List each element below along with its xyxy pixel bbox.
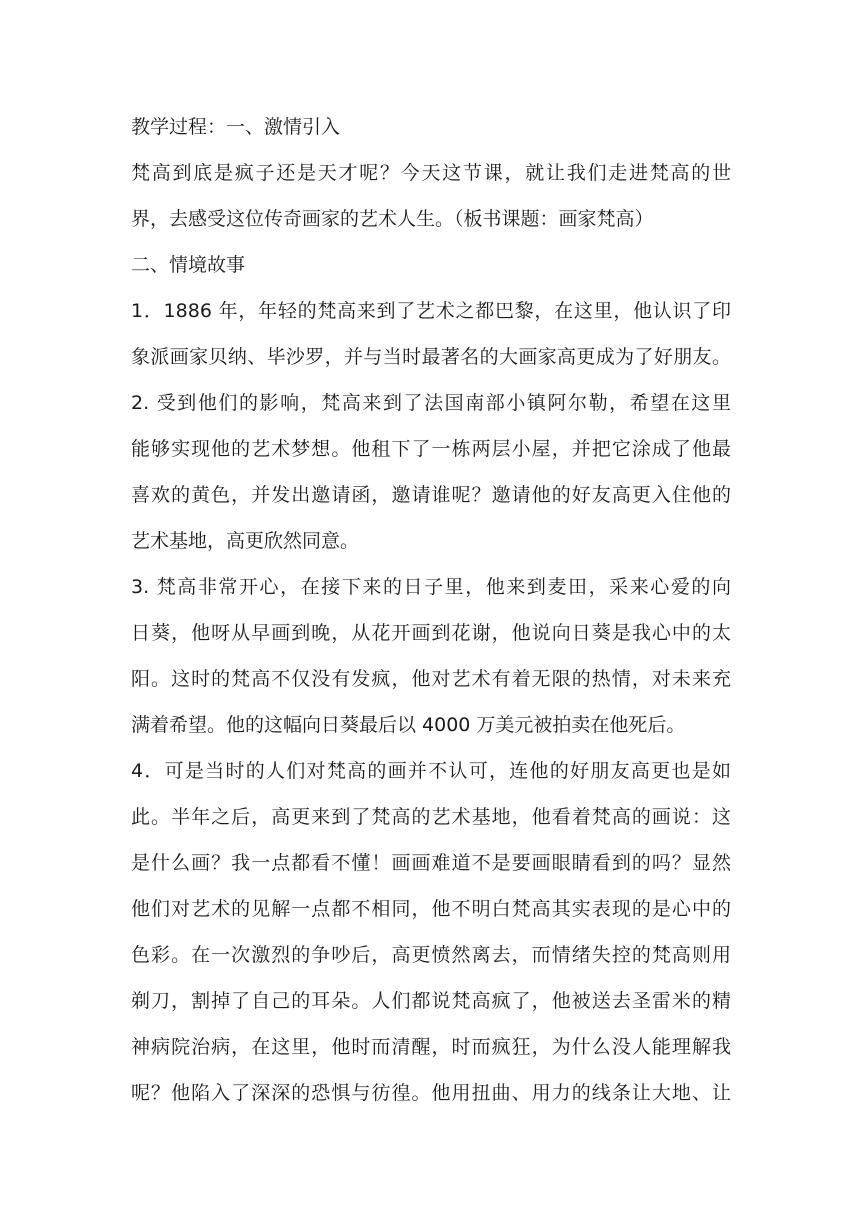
story-paragraph-2-line: 喜欢的黄色，并发出邀请函，邀请谁呢？邀请他的好友高更入住他的 bbox=[131, 484, 731, 506]
story-paragraph-4-line: 色彩。在一次激烈的争吵后，高更愤然离去，而情绪失控的梵高则用 bbox=[131, 944, 731, 966]
story-paragraph-3-line: 阳。这时的梵高不仅没有发疯，他对艺术有着无限的热情，对未来充 bbox=[131, 668, 731, 690]
story-paragraph-4-line: 是什么画？我一点都看不懂！画画难道不是要画眼睛看到的吗？显然 bbox=[131, 852, 731, 874]
story-paragraph-4-line: 剃刀，割掉了自己的耳朵。人们都说梵高疯了，他被送去圣雷米的精 bbox=[131, 990, 731, 1012]
story-paragraph-4-line: 4．可是当时的人们对梵高的画并不认可，连他的好朋友高更也是如 bbox=[131, 760, 731, 782]
story-paragraph-4-line: 此。半年之后，高更来到了梵高的艺术基地，他看着梵高的画说：这 bbox=[131, 806, 731, 828]
story-paragraph-4-line: 神病院治病，在这里，他时而清醒，时而疯狂，为什么没人能理解我 bbox=[131, 1036, 731, 1058]
story-paragraph-2-line: 2. 受到他们的影响，梵高来到了法国南部小镇阿尔勒，希望在这里 bbox=[131, 392, 731, 414]
heading-situational-story: 二、情境故事 bbox=[131, 254, 246, 276]
intro-paragraph-line: 界，去感受这位传奇画家的艺术人生。（板书课题：画家梵高） bbox=[131, 208, 654, 230]
story-paragraph-2-line: 能够实现他的艺术梦想。他租下了一栋两层小屋，并把它涂成了他最 bbox=[131, 438, 731, 460]
story-paragraph-1-line: 1．1886 年，年轻的梵高来到了艺术之都巴黎，在这里，他认识了印 bbox=[131, 300, 731, 322]
story-paragraph-4-line: 呢？他陷入了深深的恐惧与彷徨。他用扭曲、用力的线条让大地、让 bbox=[131, 1082, 731, 1104]
story-paragraph-4-line: 他们对艺术的见解一点都不相同，他不明白梵高其实表现的是心中的 bbox=[131, 898, 731, 920]
story-paragraph-3-line: 3. 梵高非常开心，在接下来的日子里，他来到麦田，采来心爱的向 bbox=[131, 576, 731, 598]
story-paragraph-2-line: 艺术基地，高更欣然同意。 bbox=[131, 530, 360, 552]
story-paragraph-3-line: 满着希望。他的这幅向日葵最后以 4000 万美元被拍卖在他死后。 bbox=[131, 714, 686, 736]
story-paragraph-3-line: 日葵，他呀从早画到晚，从花开画到花谢，他说向日葵是我心中的太 bbox=[131, 622, 731, 644]
heading-teaching-process: 教学过程：一、激情引入 bbox=[131, 116, 341, 138]
story-paragraph-1-line: 象派画家贝纳、毕沙罗，并与当时最著名的大画家高更成为了好朋友。 bbox=[131, 346, 731, 368]
intro-paragraph-line: 梵高到底是疯子还是天才呢？今天这节课，就让我们走进梵高的世 bbox=[131, 162, 731, 184]
